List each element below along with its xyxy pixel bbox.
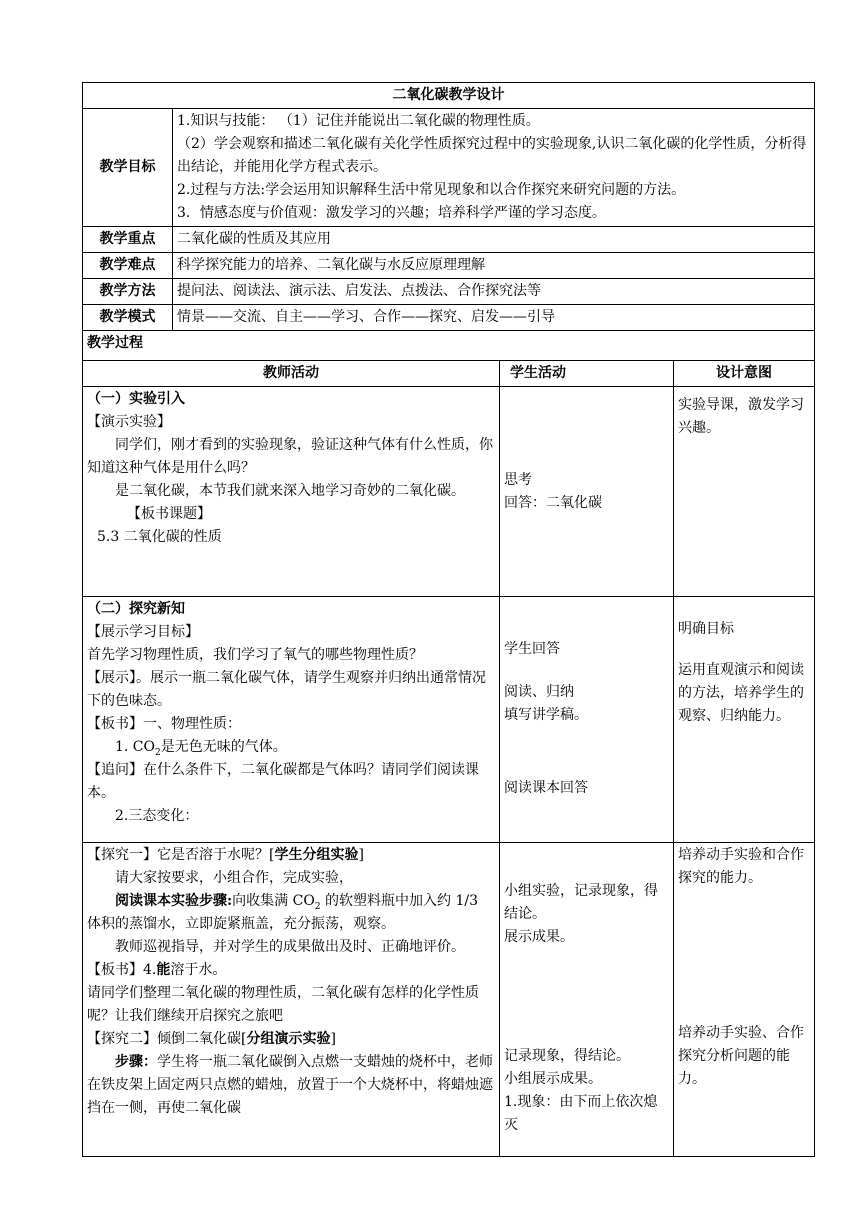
board-label: 【板书】一、物理性质：: [87, 716, 241, 732]
section1-heading: （一）实验引入: [87, 391, 185, 407]
section2-student: [500, 597, 674, 843]
methods-value: 提问法、阅读法、演示法、启发法、点拨法、合作探究法等: [173, 279, 815, 305]
section3-paragraph: 请同学们整理二氧化碳的物理性质，二氧化碳有怎样的化学性质呢？让我们继续开启探究之旅吧: [87, 985, 479, 1024]
section3-student: [500, 843, 674, 1157]
section3-paragraph: 请大家按要求，小组合作，完成实验，: [115, 870, 353, 886]
student-activity: 记录现象，得结论。: [504, 1048, 630, 1064]
section2-teacher: [83, 597, 500, 843]
document-title: 二氧化碳教学设计: [83, 83, 815, 109]
student-activity: 思考: [504, 471, 532, 488]
methods-label: 教学方法: [83, 279, 173, 305]
mode-label: 教学模式: [83, 305, 173, 331]
student-activity: 阅读课本回答: [504, 780, 588, 796]
objectives-label: 教学目标: [83, 109, 173, 227]
section3-paragraph: 教师巡视指导，并对学生的成果做出及时、正确地评价。: [115, 939, 465, 955]
lesson-topic: 5.3 二氧化碳的性质: [97, 529, 222, 545]
student-activity: 展示成果。: [504, 929, 574, 945]
experiment-steps: 阅读课本实验步骤:向收集满 $CO_2$ 的软塑料瓶中加入约 1/3 体积的蒸馏水，立即旋紧瓶盖，充分振荡，观察。: [87, 893, 478, 932]
objective-line: 2.过程与方法:学会运用知识解释生活中常见现象和以合作探究来研究问题的方法。: [177, 182, 686, 198]
process-label: 教学过程: [83, 331, 815, 361]
section2-paragraph: 首先学习物理性质，我们学习了氧气的哪些物理性质？: [87, 647, 423, 663]
section3-intent: [674, 843, 815, 1157]
difficulties-label: 教学难点: [83, 253, 173, 279]
explore-two: 【探究二】倾倒二氧化碳[分组演示实验]: [87, 1031, 336, 1047]
explore-two-steps: 步骤：学生将一瓶二氧化碳倒入点燃一支蜡烛的烧杯中，老师在铁皮架上固定两只点燃的蜡烛，放置于一个大烧杯中，将蜡烛遮挡在一侧，再使二氧化碳: [87, 1054, 493, 1116]
difficulties-value: 科学探究能力的培养、二氧化碳与水反应原理理解: [173, 253, 815, 279]
student-activity: 学生回答: [504, 641, 560, 657]
key-points-label: 教学重点: [83, 227, 173, 253]
goals-label: 【展示学习目标】: [87, 624, 199, 640]
key-points-value: 二氧化碳的性质及其应用: [173, 227, 815, 253]
student-activity: 小组实验，记录现象，得结论。: [504, 883, 658, 922]
student-activity: 回答：二氧化碳: [504, 494, 602, 511]
section2-paragraph: 【展示】。展示一瓶二氧化碳气体，请学生观察并归纳出通常情况下的色味态。: [87, 670, 486, 709]
board-title-label: 【板书课题】: [127, 506, 211, 522]
follow-up-question: 【追问】在什么条件下，二氧化碳都是气体吗？请同学们阅读课本。: [87, 762, 479, 801]
section3-teacher: [83, 843, 500, 1157]
mode-value: 情景——交流、自主——学习、合作——探究、启发——引导: [173, 305, 815, 331]
student-activity: 阅读、归纳: [504, 684, 574, 700]
section1-intent: [674, 387, 815, 597]
student-activity: 小组展示成果。: [504, 1071, 602, 1087]
objectives-content: [173, 109, 815, 227]
objective-line: （2）学会观察和描述二氧化碳有关化学性质探究过程中的实验现象,认识二氧化碳的化学性质，分析得出结论，并能用化学方程式表示。: [177, 136, 807, 175]
demo-label: 【演示实验】: [87, 414, 171, 430]
design-intent: 培养动手实验、合作探究分析问题的能力。: [678, 1025, 804, 1087]
student-activity: 1.现象：由下而上依次熄灭: [504, 1094, 658, 1133]
section2-heading: （二）探究新知: [87, 601, 185, 617]
header-intent: 设计意图: [674, 361, 815, 387]
student-activity: 填写讲学稿。: [504, 707, 588, 723]
design-intent: 运用直观演示和阅读的方法，培养学生的观察、归纳能力。: [678, 662, 804, 724]
section2-intent: [674, 597, 815, 843]
board-note: 【板书】4.能溶于水。: [87, 962, 227, 978]
design-intent: 实验导课，激发学习兴趣。: [678, 397, 804, 436]
section1-student: [500, 387, 674, 597]
header-teacher: 教师活动: [83, 361, 500, 387]
header-student: 学生活动: [500, 361, 674, 387]
property-item: 2.三态变化：: [115, 808, 199, 824]
section1-paragraph: 是二氧化碳，本节我们就来深入地学习奇妙的二氧化碳。: [115, 483, 465, 499]
design-intent: 培养动手实验和合作探究的能力。: [678, 847, 804, 886]
objective-line: 3．情感态度与价值观：激发学习的兴趣；培养科学严谨的学习态度。: [177, 205, 606, 221]
section1-paragraph: 同学们，刚才看到的实验现象，验证这种气体有什么性质，你知道这种气体是用什么吗？: [87, 437, 493, 476]
objective-line: 1.知识与技能： （1）记住并能说出二氧化碳的物理性质。: [177, 113, 540, 129]
lesson-plan-page: [82, 82, 814, 1157]
explore-one: 【探究一】它是否溶于水呢？[学生分组实验]: [87, 847, 364, 863]
section1-teacher: [83, 387, 500, 597]
design-intent: 明确目标: [678, 621, 734, 637]
property-item: 1. $CO_2$是无色无味的气体。: [115, 739, 287, 758]
lesson-plan-table: [82, 82, 815, 1157]
